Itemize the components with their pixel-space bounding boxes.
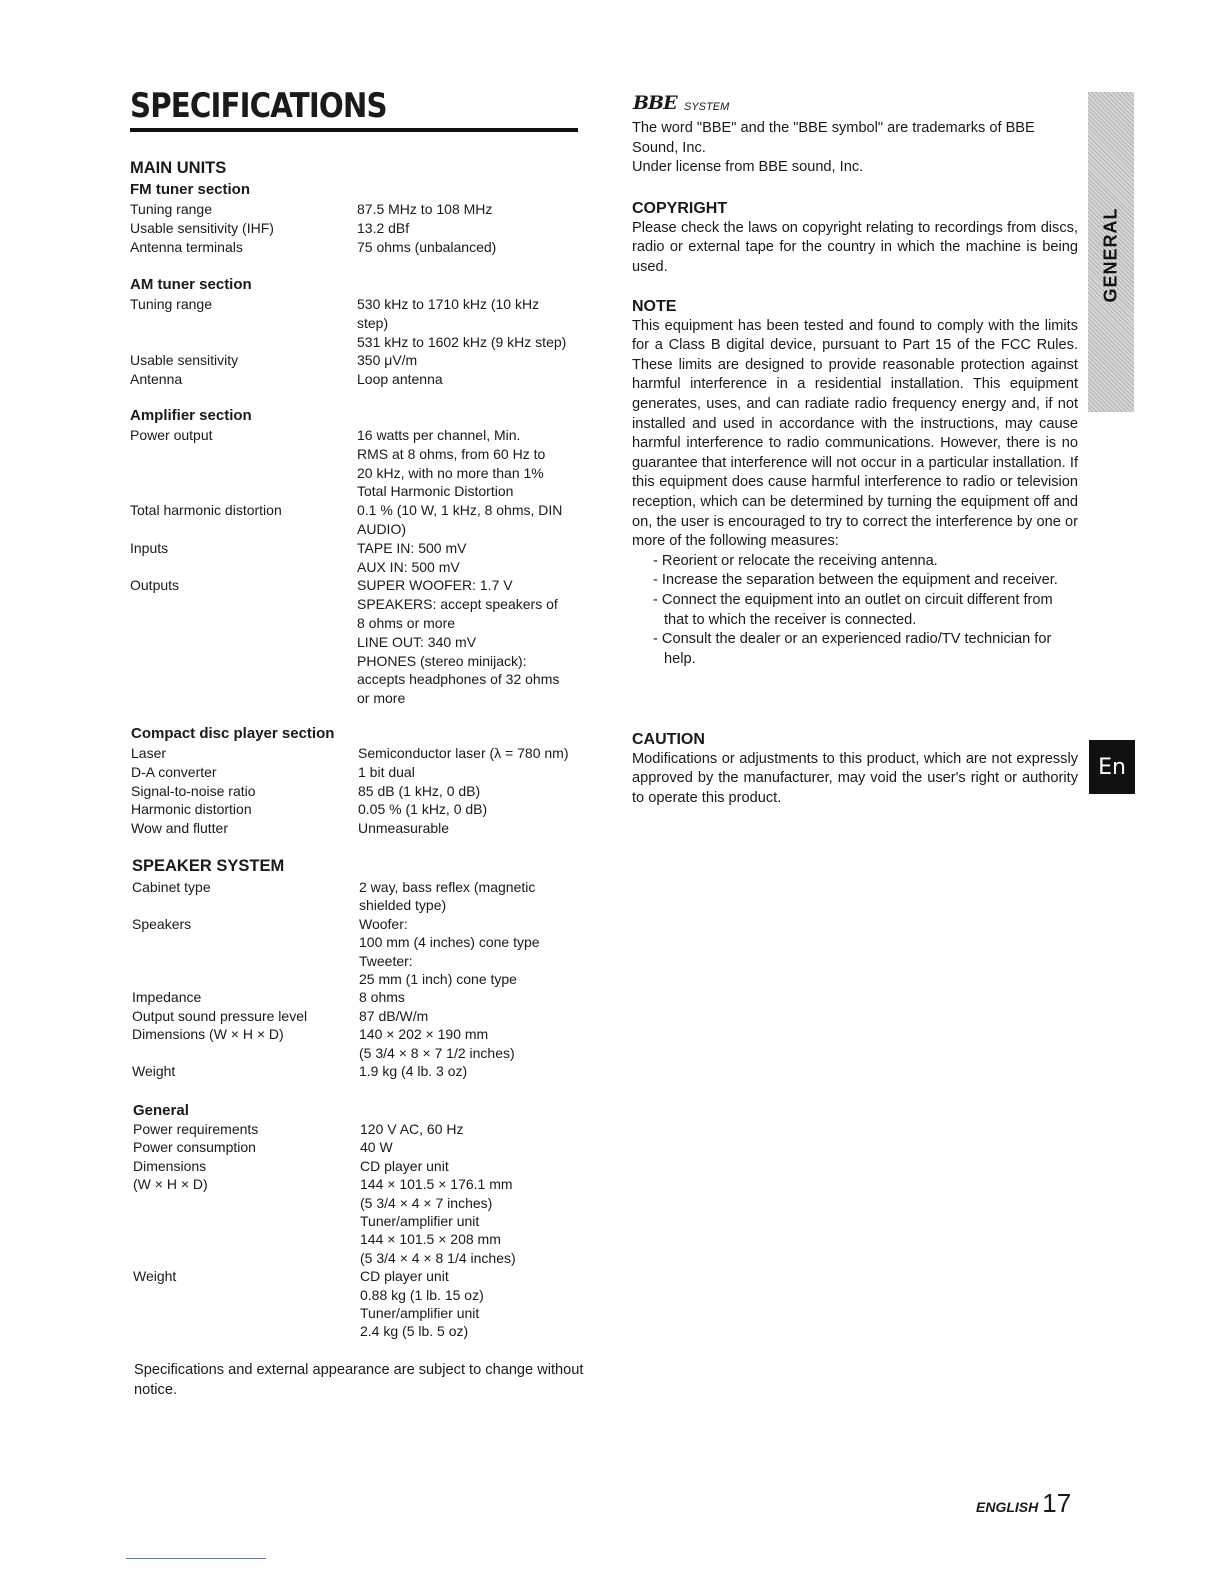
- spec-label: Power consumption: [133, 1139, 256, 1156]
- spec-value-line: 0.1 % (10 W, 1 kHz, 8 ohms, DIN: [357, 502, 563, 519]
- copyright-section: [632, 199, 1078, 277]
- spec-value-line: step): [357, 314, 389, 331]
- spec-label: Cabinet type: [132, 879, 211, 895]
- spec-value-line: 8 ohms or more: [357, 614, 456, 631]
- bbe-license-text: Under license from BBE sound, Inc.: [632, 159, 864, 176]
- spec-label: Tuning range: [130, 296, 212, 312]
- main-units-heading: MAIN UNITS: [130, 159, 227, 177]
- spec-value-line: 350 μV/m: [357, 352, 418, 369]
- spec-value: [360, 1267, 582, 1341]
- page-number: 17: [1042, 1488, 1072, 1518]
- spec-label: Weight: [132, 1063, 176, 1079]
- spec-value-line: 25 mm (1 inch) cone type: [359, 971, 517, 988]
- page-title: SPECIFICATIONS: [130, 86, 387, 126]
- spec-value: [359, 988, 581, 1006]
- spec-value: [357, 200, 579, 219]
- spec-label: D-A converter: [131, 763, 217, 780]
- spec-value-line: 20 kHz, with no more than 1%: [357, 464, 544, 481]
- spec-value-line: 530 kHz to 1710 kHz (10 kHz: [357, 296, 540, 312]
- spec-value-line: 120 V AC, 60 Hz: [360, 1121, 464, 1137]
- bottom-rule: [126, 1558, 266, 1559]
- spec-value: [359, 1062, 581, 1080]
- spec-value: [360, 1157, 582, 1175]
- spec-value-line: 40 W: [360, 1139, 393, 1156]
- spec-label: Outputs: [130, 577, 180, 594]
- spec-value: [357, 370, 579, 389]
- spec-value-line: 144 × 101.5 × 176.1 mm: [360, 1176, 513, 1193]
- title-rule: [130, 128, 578, 132]
- spec-label: Output sound pressure level: [132, 1007, 308, 1024]
- amp-section-heading: Amplifier section: [130, 407, 252, 424]
- spec-label: Power output: [130, 427, 213, 443]
- bbe-system-label: SYSTEM: [684, 101, 730, 113]
- spec-label: Harmonic distortion: [131, 801, 252, 818]
- spec-value-line: Woofer:: [359, 915, 408, 932]
- footer-language: ENGLISH: [976, 1499, 1039, 1515]
- spec-value: [357, 501, 579, 539]
- spec-label: Usable sensitivity (IHF): [130, 219, 274, 236]
- spec-value-line: LINE OUT: 340 mV: [357, 633, 477, 650]
- spec-label: Weight: [133, 1268, 177, 1285]
- spec-value: [357, 426, 579, 501]
- spec-label: Wow and flutter: [131, 820, 229, 837]
- side-tab-text: GENERAL: [1100, 207, 1121, 303]
- spec-value: [358, 782, 580, 801]
- spec-value: [359, 1007, 581, 1025]
- speaker-system-heading: SPEAKER SYSTEM: [132, 857, 285, 875]
- list-item: - Consult the dealer or an experienced radio/TV technician for help.: [653, 631, 1052, 667]
- spec-value-line: SUPER WOOFER: 1.7 V: [357, 577, 513, 594]
- spec-value: [358, 763, 580, 782]
- spec-label: Dimensions (W × H × D): [132, 1026, 284, 1043]
- spec-value-line: 85 dB (1 kHz, 0 dB): [358, 782, 481, 799]
- spec-value: [359, 878, 581, 915]
- spec-label: Power requirements: [133, 1121, 259, 1137]
- spec-value-line: 1 bit dual: [358, 763, 415, 780]
- spec-label: (W × H × D): [133, 1176, 208, 1193]
- specs-notice: Specifications and external appearance are subject to change without notice.: [134, 1362, 584, 1398]
- list-item: - Reorient or relocate the receiving antenna.: [653, 552, 938, 569]
- spec-value-line: Unmeasurable: [358, 820, 450, 837]
- copyright-heading: COPYRIGHT: [632, 200, 728, 217]
- spec-value: [358, 819, 580, 838]
- language-tab: En: [1089, 740, 1135, 794]
- spec-label: Impedance: [132, 989, 202, 1006]
- spec-value-line: 531 kHz to 1602 kHz (9 kHz step): [357, 333, 567, 350]
- spec-value-line: Semiconductor laser (λ = 780 nm): [358, 745, 569, 761]
- note-section: [632, 297, 1078, 669]
- spec-value-line: Tuner/amplifier unit: [360, 1213, 480, 1229]
- caution-text: Modifications or adjustments to this product, which are not expressly approved by the manufacturer, may void the user's right or authority to operate this product.: [632, 750, 1078, 806]
- spec-value-line: Total Harmonic Distortion: [357, 483, 514, 500]
- spec-value-line: 87 dB/W/m: [359, 1007, 429, 1024]
- spec-value-line: AUDIO): [357, 520, 406, 537]
- spec-value-line: TAPE IN: 500 mV: [357, 539, 467, 556]
- spec-label: Inputs: [130, 539, 169, 556]
- general-section-heading: General: [133, 1102, 189, 1119]
- note-heading: NOTE: [632, 298, 677, 315]
- spec-value: [360, 1120, 582, 1138]
- spec-value: [359, 915, 581, 989]
- spec-label: Speakers: [132, 915, 192, 932]
- spec-value-line: SPEAKERS: accept speakers of: [357, 596, 558, 613]
- note-measures-list: [632, 552, 1078, 670]
- spec-value-line: 87.5 MHz to 108 MHz: [357, 201, 493, 217]
- caution-section: [632, 730, 1078, 808]
- spec-value: [357, 238, 579, 257]
- spec-value-line: 2 way, bass reflex (magnetic: [359, 879, 536, 895]
- spec-value-line: 75 ohms (unbalanced): [357, 238, 497, 255]
- page-footer: [976, 1488, 1071, 1519]
- spec-value-line: or more: [357, 690, 406, 707]
- caution-heading: CAUTION: [632, 731, 705, 748]
- spec-value-line: 13.2 dBf: [357, 219, 410, 236]
- spec-value: [359, 1025, 581, 1062]
- fm-section-heading: FM tuner section: [130, 181, 251, 198]
- spec-value: [357, 539, 579, 577]
- spec-label: Usable sensitivity: [130, 352, 239, 369]
- spec-value: [357, 576, 579, 708]
- spec-label: Tuning range: [130, 201, 212, 217]
- spec-value-line: 0.05 % (1 kHz, 0 dB): [358, 801, 488, 818]
- spec-value-line: 2.4 kg (5 lb. 5 oz): [360, 1323, 469, 1340]
- spec-value-line: 1.9 kg (4 lb. 3 oz): [359, 1063, 468, 1079]
- spec-value: [357, 295, 579, 351]
- spec-value-line: 8 ohms: [359, 989, 405, 1006]
- spec-value-line: 140 × 202 × 190 mm: [359, 1026, 489, 1043]
- spec-value: [358, 744, 580, 763]
- spec-value-line: 16 watts per channel, Min.: [357, 427, 521, 443]
- spec-value: [360, 1175, 582, 1267]
- spec-value: [360, 1138, 582, 1156]
- bbe-logo: BBE: [633, 92, 677, 114]
- spec-value-line: accepts headphones of 32 ohms: [357, 671, 560, 688]
- spec-label: Antenna terminals: [130, 238, 243, 255]
- spec-value: [358, 800, 580, 819]
- list-item: - Increase the separation between the equipment and receiver.: [653, 572, 1058, 589]
- spec-value-line: (5 3/4 × 4 × 7 inches): [360, 1194, 493, 1211]
- general-side-tab-label: [1088, 207, 1134, 303]
- bbe-trademark-text: The word "BBE" and the "BBE symbol" are trademarks of BBE Sound, Inc.: [632, 120, 1035, 156]
- cd-section-heading: Compact disc player section: [131, 725, 335, 742]
- spec-value-line: CD player unit: [360, 1157, 449, 1174]
- spec-value-line: PHONES (stereo minijack):: [357, 652, 527, 669]
- spec-value-line: Tweeter:: [359, 952, 413, 969]
- spec-value-line: 0.88 kg (1 lb. 15 oz): [360, 1286, 484, 1303]
- spec-label: Total harmonic distortion: [130, 502, 282, 519]
- bbe-section: [632, 119, 1078, 178]
- copyright-text: Please check the laws on copyright relating to recordings from discs, radio or external tape for the country in which the machine is being used.: [632, 219, 1078, 275]
- am-section-heading: AM tuner section: [130, 276, 252, 293]
- spec-label: Dimensions: [133, 1157, 207, 1174]
- spec-value-line: AUX IN: 500 mV: [357, 558, 460, 575]
- spec-value-line: (5 3/4 × 8 × 7 1/2 inches): [359, 1044, 515, 1061]
- spec-label: Signal-to-noise ratio: [131, 782, 256, 799]
- list-item: - Connect the equipment into an outlet on circuit different from that to which the receiver is connected.: [653, 591, 1053, 628]
- spec-value-line: Loop antenna: [357, 371, 443, 388]
- spec-value: [357, 219, 579, 238]
- spec-value-line: 100 mm (4 inches) cone type: [359, 934, 540, 951]
- spec-value-line: 144 × 101.5 × 208 mm: [360, 1231, 501, 1248]
- spec-value-line: RMS at 8 ohms, from 60 Hz to: [357, 445, 546, 462]
- spec-value: [357, 351, 579, 370]
- spec-label: Antenna: [130, 371, 183, 388]
- spec-value-line: Tuner/amplifier unit: [360, 1305, 480, 1321]
- spec-value-line: CD player unit: [360, 1268, 449, 1285]
- spec-value-line: (5 3/4 × 4 × 8 1/4 inches): [360, 1249, 516, 1266]
- note-text: This equipment has been tested and found to comply with the limits for a Class B digital device, pursuant to Part 15 of the FCC Rules. These limits are designed to provide reasonable protection against harmful interference in a residential installation. This equipment generates, uses, and can radiate radio frequency energy and, if not installed and used in accordance with the instructions, may cause harmful interference to radio communications. However, there is no guarantee that interference will not occur in a particular installation. If this equipment does cause harmful interference to radio or television reception, which can be determined by turning the equipment off and on, the user is encouraged to try to correct the interference by one or more of the following measures:: [632, 317, 1078, 550]
- spec-label: Laser: [131, 745, 167, 761]
- spec-value-line: shielded type): [359, 897, 447, 914]
